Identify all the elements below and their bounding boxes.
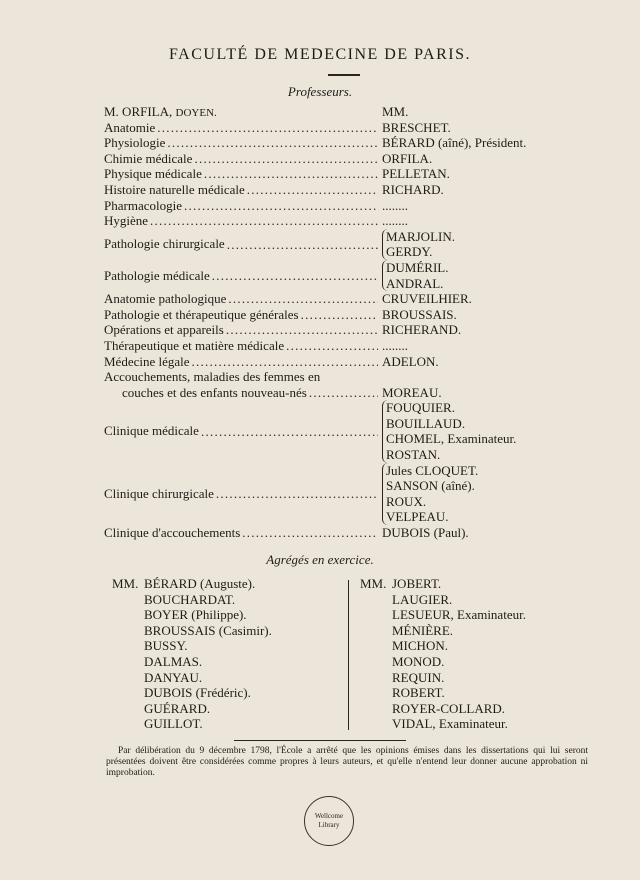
list-item: LESUEUR, Examinateur. bbox=[392, 607, 526, 623]
chair-subject: Accouchements, maladies des femmes en bbox=[104, 369, 321, 385]
chair-row bbox=[104, 307, 554, 323]
chair-subject: Anatomie pathologique bbox=[104, 291, 227, 307]
list-item: ROBERT. bbox=[392, 685, 445, 701]
chair-professor: FOUQUIER. bbox=[386, 400, 455, 416]
list-item: DALMAS. bbox=[144, 653, 203, 669]
chair-professor: ........ bbox=[382, 197, 408, 213]
professors-list bbox=[104, 104, 554, 541]
chair-subject: couches et des enfants nouveau-nés bbox=[122, 384, 307, 400]
chair-professor: MARJOLIN. bbox=[386, 228, 455, 244]
list-item: MONOD. bbox=[392, 653, 445, 669]
agreges-heading: Agrégés en exercice. bbox=[266, 552, 374, 567]
chair-subject: Opérations et appareils bbox=[104, 322, 224, 338]
chair-professor: ADELON. bbox=[382, 353, 439, 369]
chair-row bbox=[104, 151, 554, 167]
chair-professor: PELLETAN. bbox=[382, 166, 450, 182]
chair-subject: Histoire naturelle médicale bbox=[104, 181, 245, 197]
chair-professor: CHOMEL, Examinateur. bbox=[386, 431, 517, 447]
chair-professor: ........ bbox=[382, 213, 408, 229]
chair-row bbox=[104, 338, 554, 354]
chair-professor: Jules CLOQUET. bbox=[386, 462, 479, 478]
list-item: MM. BÉRARD (Auguste). bbox=[112, 576, 256, 591]
dot-leader bbox=[150, 213, 378, 229]
chair-professor: DUBOIS (Paul). bbox=[382, 525, 469, 541]
mm-label: MM. bbox=[112, 576, 139, 591]
dean-row bbox=[104, 104, 554, 120]
list-item: MICHON. bbox=[392, 638, 448, 654]
agreges-column-right bbox=[360, 576, 560, 732]
list-item: VIDAL, Examinateur. bbox=[392, 716, 508, 732]
list-item: BUSSY. bbox=[144, 638, 188, 654]
chair-row bbox=[104, 120, 554, 136]
chair-row bbox=[104, 166, 554, 182]
dot-leader bbox=[157, 120, 378, 136]
dot-leader bbox=[192, 354, 378, 370]
list-item: GUILLOT. bbox=[144, 716, 203, 732]
chair-professor: ANDRAL. bbox=[386, 275, 444, 291]
chair-professor: ROSTAN. bbox=[386, 447, 441, 463]
list-item: MM. JOBERT. bbox=[360, 576, 442, 591]
dot-leader bbox=[194, 151, 378, 167]
chair-subject: Physiologie bbox=[104, 135, 166, 151]
dean-role: DOYEN. bbox=[175, 107, 217, 119]
mm-label: MM. bbox=[382, 104, 409, 119]
chair-professor: BROUSSAIS. bbox=[382, 306, 457, 322]
dot-leader bbox=[226, 322, 378, 338]
chair-professor: BRESCHET. bbox=[382, 119, 451, 135]
chair-professor: RICHARD. bbox=[382, 181, 444, 197]
chair-subject: Clinique d'accouchements bbox=[104, 525, 241, 541]
mm-label: MM. bbox=[360, 576, 387, 591]
chair-subject: Pharmacologie bbox=[104, 197, 182, 213]
chair-row bbox=[104, 135, 554, 151]
professor-brace bbox=[382, 229, 554, 260]
dot-leader bbox=[309, 385, 378, 401]
page-title: FACULTÉ DE MEDECINE DE PARIS. bbox=[168, 46, 472, 63]
dot-leader bbox=[212, 268, 378, 284]
chair-subject: Anatomie bbox=[104, 119, 156, 135]
chair-professor: RICHERAND. bbox=[382, 322, 462, 338]
list-item: BOYER (Philippe). bbox=[144, 607, 247, 623]
footer-rule bbox=[234, 740, 406, 741]
chair-professor: MOREAU. bbox=[382, 384, 442, 400]
professor-brace bbox=[382, 463, 554, 525]
dot-leader bbox=[167, 135, 378, 151]
chair-row bbox=[104, 525, 554, 541]
list-item: DANYAU. bbox=[144, 669, 203, 685]
chair-subject: Pathologie et thérapeutique générales bbox=[104, 306, 299, 322]
list-item: ROYER-COLLARD. bbox=[392, 700, 506, 716]
chair-subject: Médecine légale bbox=[104, 353, 190, 369]
chair-group-clinique-medicale bbox=[104, 400, 554, 462]
deliberation-note: Par délibération du 9 décembre 1798, l'École a arrêté que les opinions émises dans les dissertations qui lui seront présentées doivent être considérées comme propres à leurs auteurs, et qu'elle n'entend leur donner aucune approbation ni improbation. bbox=[106, 746, 588, 778]
dot-leader bbox=[247, 182, 378, 198]
list-item: DUBOIS (Frédéric). bbox=[144, 685, 251, 701]
list-item: REQUIN. bbox=[392, 669, 445, 685]
chair-group-pathologie-chirurgicale bbox=[104, 229, 554, 260]
dot-leader bbox=[227, 237, 378, 253]
chair-subject: Physique médicale bbox=[104, 166, 202, 182]
dot-leader bbox=[184, 198, 378, 214]
chair-row bbox=[104, 322, 554, 338]
chair-row bbox=[104, 291, 554, 307]
chair-group-pathologie-medicale bbox=[104, 260, 554, 291]
chair-subject: Thérapeutique et matière médicale bbox=[104, 337, 285, 353]
chair-subject: Pathologie chirurgicale bbox=[104, 236, 225, 252]
list-item: LAUGIER. bbox=[392, 591, 453, 607]
list-item: BROUSSAIS (Casimir). bbox=[144, 622, 272, 638]
chair-professor: CRUVEILHIER. bbox=[382, 291, 472, 307]
dot-leader bbox=[216, 486, 378, 502]
chair-subject: Hygiène bbox=[104, 213, 149, 229]
dot-leader bbox=[286, 338, 378, 354]
list-item: BOUCHARDAT. bbox=[144, 591, 236, 607]
accouchements-line1 bbox=[104, 369, 554, 385]
accouchements-line2 bbox=[104, 385, 554, 401]
chair-professor: VELPEAU. bbox=[386, 509, 449, 525]
agreges-list bbox=[112, 576, 552, 736]
chair-row bbox=[104, 354, 554, 370]
dot-leader bbox=[201, 424, 378, 440]
chair-row bbox=[104, 198, 554, 214]
chair-subject: Chimie médicale bbox=[104, 150, 193, 166]
dean-name: M. ORFILA, bbox=[104, 104, 173, 119]
chair-professor: BÉRARD (aîné), Président. bbox=[382, 135, 527, 151]
dot-leader bbox=[204, 166, 378, 182]
dot-leader bbox=[301, 307, 378, 323]
chair-professor: ROUX. bbox=[386, 493, 427, 509]
professors-heading: Professeurs. bbox=[287, 84, 353, 99]
wellcome-library-stamp: Wellcome Library bbox=[304, 796, 354, 846]
chair-subject: Clinique chirurgicale bbox=[104, 485, 214, 501]
professor-brace bbox=[382, 260, 554, 291]
dot-leader bbox=[242, 525, 378, 541]
chair-professor: GERDY. bbox=[386, 244, 433, 260]
chair-professor: SANSON (aîné). bbox=[386, 478, 475, 494]
column-divider bbox=[348, 580, 349, 730]
dot-leader bbox=[228, 291, 378, 307]
chair-professor: ORFILA. bbox=[382, 150, 433, 166]
chair-row bbox=[104, 213, 554, 229]
title-rule bbox=[328, 74, 360, 76]
chair-professor: BOUILLAUD. bbox=[386, 415, 466, 431]
chair-subject: Pathologie médicale bbox=[104, 267, 210, 283]
chair-professor: DUMÉRIL. bbox=[386, 259, 449, 275]
professor-brace bbox=[382, 400, 554, 462]
agreges-column-left bbox=[112, 576, 338, 732]
chair-professor: ........ bbox=[382, 337, 408, 353]
list-item: GUÉRARD. bbox=[144, 700, 211, 716]
chair-group-clinique-chirurgicale bbox=[104, 463, 554, 525]
chair-subject: Clinique médicale bbox=[104, 423, 199, 439]
list-item: MÉNIÈRE. bbox=[392, 622, 454, 638]
chair-row bbox=[104, 182, 554, 198]
